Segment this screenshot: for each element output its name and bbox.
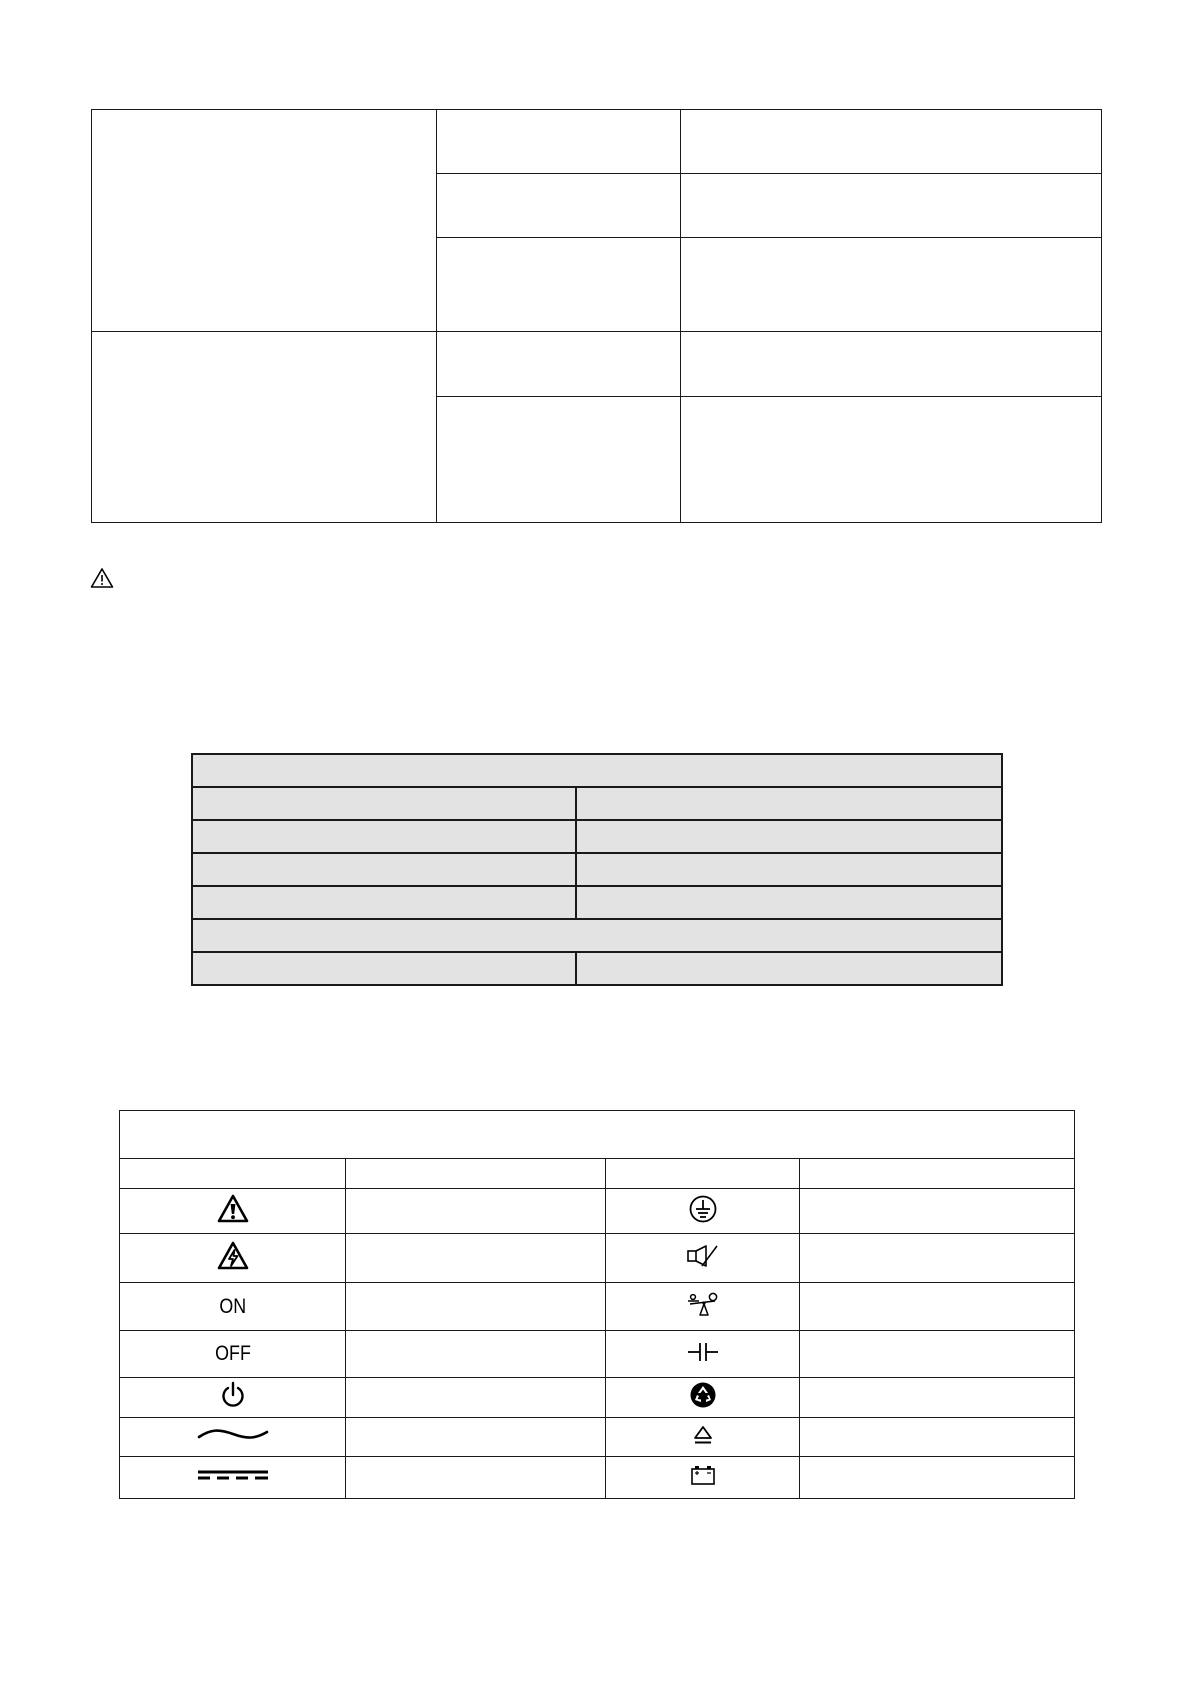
- column-header: [606, 1159, 800, 1189]
- table-cell: [192, 886, 576, 919]
- table-header-cell: [192, 754, 1002, 787]
- table-cell: [192, 952, 576, 985]
- group-label-cell: [92, 332, 437, 523]
- table-cell: [681, 174, 1102, 238]
- table-row: [192, 853, 1002, 886]
- symbols-table-header: [120, 1159, 1075, 1189]
- column-header: [346, 1159, 606, 1189]
- recycle-icon: [689, 1381, 717, 1409]
- symbol-description: [346, 1189, 606, 1234]
- symbol-description: [800, 1283, 1075, 1331]
- symbol-description: [346, 1283, 606, 1331]
- table-row: [192, 787, 1002, 820]
- symbol-description: [800, 1331, 1075, 1378]
- symbols-table: [119, 1110, 1075, 1499]
- table-cell: [681, 238, 1102, 332]
- table-row: [120, 1457, 1075, 1499]
- table-row: [120, 1331, 1075, 1378]
- symbol-description: [800, 1189, 1075, 1234]
- warning-triangle-icon: [90, 567, 114, 589]
- power-standby-icon: [220, 1381, 246, 1409]
- dc-icon: [197, 1467, 269, 1483]
- column-header: [120, 1159, 346, 1189]
- table-cell: [437, 332, 681, 397]
- table-row: [120, 1234, 1075, 1283]
- symbol-description: [800, 1234, 1075, 1283]
- table-cell: [437, 110, 681, 174]
- warning-note: [90, 567, 114, 589]
- bypass-icon: [687, 1291, 719, 1317]
- on-icon: ON: [219, 1294, 246, 1318]
- table-row: [120, 1283, 1075, 1331]
- table-cell: [576, 787, 1002, 820]
- symbol-description: [800, 1378, 1075, 1418]
- ac-wave-icon: [197, 1427, 269, 1443]
- spec-table-shaded: [191, 753, 1003, 986]
- table-row: [92, 332, 1102, 397]
- table-row: [120, 1418, 1075, 1457]
- table-row: [192, 886, 1002, 919]
- group-label-cell: [92, 110, 437, 332]
- symbol-description: [346, 1418, 606, 1457]
- symbol-description: [800, 1457, 1075, 1499]
- table-cell: [437, 174, 681, 238]
- table-cell: [192, 820, 576, 853]
- symbol-description: [346, 1331, 606, 1378]
- table-row: [192, 820, 1002, 853]
- symbol-description: [346, 1234, 606, 1283]
- protective-earth-icon: [688, 1194, 718, 1224]
- table-row: [120, 1189, 1075, 1234]
- symbol-description: [346, 1457, 606, 1499]
- high-voltage-warning-icon: [217, 1241, 249, 1271]
- warning-icon: [217, 1194, 249, 1224]
- symbols-table-title: [120, 1111, 1075, 1159]
- table-cell: [576, 820, 1002, 853]
- table-cell: [192, 853, 576, 886]
- table-cell: [576, 853, 1002, 886]
- table-cell: [681, 332, 1102, 397]
- table-cell: [437, 397, 681, 523]
- eject-icon: [692, 1424, 714, 1446]
- dc-capacitor-icon: [687, 1341, 719, 1363]
- symbol-description: [346, 1378, 606, 1418]
- column-header: [800, 1159, 1075, 1189]
- table-cell: [576, 952, 1002, 985]
- table-cell: [576, 886, 1002, 919]
- table-row: [92, 110, 1102, 174]
- battery-icon: [689, 1463, 717, 1487]
- alarm-mute-icon: [686, 1244, 720, 1268]
- table-subheader-cell: [192, 919, 1002, 952]
- table-cell: [192, 787, 576, 820]
- table-cell: [681, 110, 1102, 174]
- table-row: [120, 1378, 1075, 1418]
- table-cell: [681, 397, 1102, 523]
- spec-table-top: [91, 109, 1102, 523]
- table-cell: [437, 238, 681, 332]
- table-row: [192, 952, 1002, 985]
- off-icon: OFF: [214, 1342, 251, 1365]
- symbol-description: [800, 1418, 1075, 1457]
